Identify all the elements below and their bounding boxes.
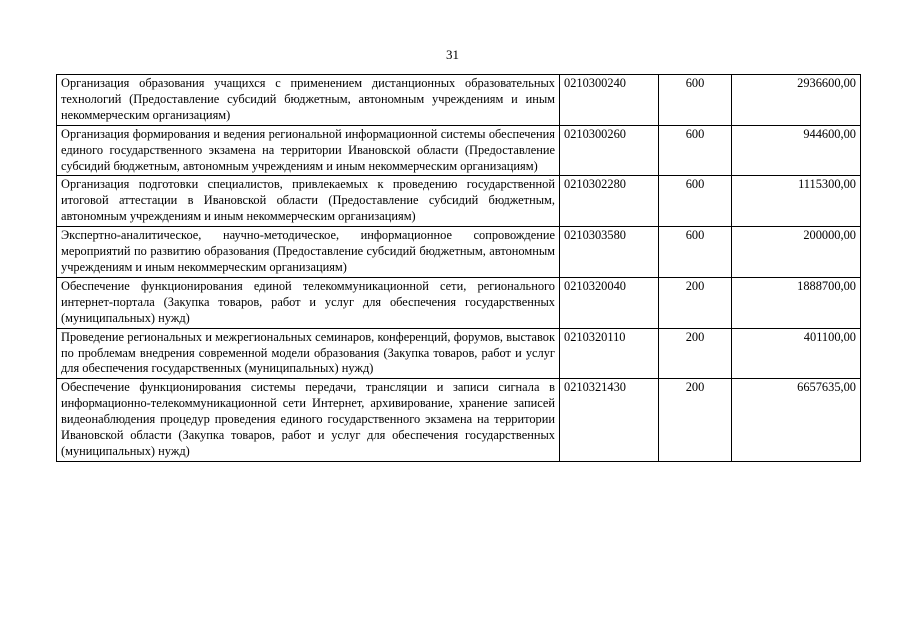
table-row	[57, 125, 861, 176]
row-code-cell: 0210300260	[560, 125, 659, 176]
row-sum-cell: 1888700,00	[732, 277, 861, 328]
row-code-cell: 0210300240	[560, 75, 659, 126]
row-code-cell: 0210302280	[560, 176, 659, 227]
row-name-cell: Проведение региональных и межрегиональных семинаров, конференций, форумов, выставок по проблемам внедрения современной модели образования (Закупка товаров, работ и услуг для обеспечения государственных (муниципальных) нужд)	[57, 328, 560, 379]
table-row	[57, 75, 861, 126]
row-name-cell: Организация образования учащихся с применением дистанционных образовательных технологий (Предоставление субсидий бюджетным, автономным учреждениям и иным некоммерческим организациям)	[57, 75, 560, 126]
row-type-cell: 600	[659, 227, 732, 278]
row-code-cell: 0210321430	[560, 379, 659, 462]
row-code-cell: 0210320110	[560, 328, 659, 379]
row-name-cell: Обеспечение функционирования системы передачи, трансляции и записи сигнала в информационно-телекоммуникационной сети Интернет, архивирование, хранение записей видеонаблюдения процедур проведения единого государственного экзамена на территории Ивановской области (Закупка товаров, работ и услуг для обеспечения государственных (муниципальных) нужд)	[57, 379, 560, 462]
table-row	[57, 277, 861, 328]
table-row	[57, 176, 861, 227]
table-row	[57, 328, 861, 379]
budget-table	[56, 74, 861, 462]
row-name-cell: Экспертно-аналитическое, научно-методическое, информационное сопровождение мероприятий по развитию образования (Предоставление субсидий бюджетным, автономным учреждениям и иным некоммерческим организациям)	[57, 227, 560, 278]
row-sum-cell: 6657635,00	[732, 379, 861, 462]
row-type-cell: 600	[659, 176, 732, 227]
row-code-cell: 0210303580	[560, 227, 659, 278]
table-row	[57, 379, 861, 462]
row-name-cell: Организация формирования и ведения региональной информационной системы обеспечения единого государственного экзамена на территории Ивановской области (Предоставление субсидий бюджетным, автономным учреждениям и иным некоммерческим организациям)	[57, 125, 560, 176]
row-code-cell: 0210320040	[560, 277, 659, 328]
row-type-cell: 600	[659, 125, 732, 176]
row-type-cell: 200	[659, 328, 732, 379]
row-sum-cell: 200000,00	[732, 227, 861, 278]
row-type-cell: 200	[659, 379, 732, 462]
row-sum-cell: 944600,00	[732, 125, 861, 176]
row-name-cell: Организация подготовки специалистов, привлекаемых к проведению государственной итоговой аттестации в Ивановской области (Предоставление субсидий бюджетным, автономным учреждениям и иным некоммерческим организациям)	[57, 176, 560, 227]
row-type-cell: 600	[659, 75, 732, 126]
table-row	[57, 227, 861, 278]
row-sum-cell: 1115300,00	[732, 176, 861, 227]
row-name-cell: Обеспечение функционирования единой телекоммуникационной сети, регионального интернет-портала (Закупка товаров, работ и услуг для обеспечения государственных (муниципальных) нужд)	[57, 277, 560, 328]
row-sum-cell: 401100,00	[732, 328, 861, 379]
row-type-cell: 200	[659, 277, 732, 328]
page-number: 31	[446, 47, 459, 62]
row-sum-cell: 2936600,00	[732, 75, 861, 126]
